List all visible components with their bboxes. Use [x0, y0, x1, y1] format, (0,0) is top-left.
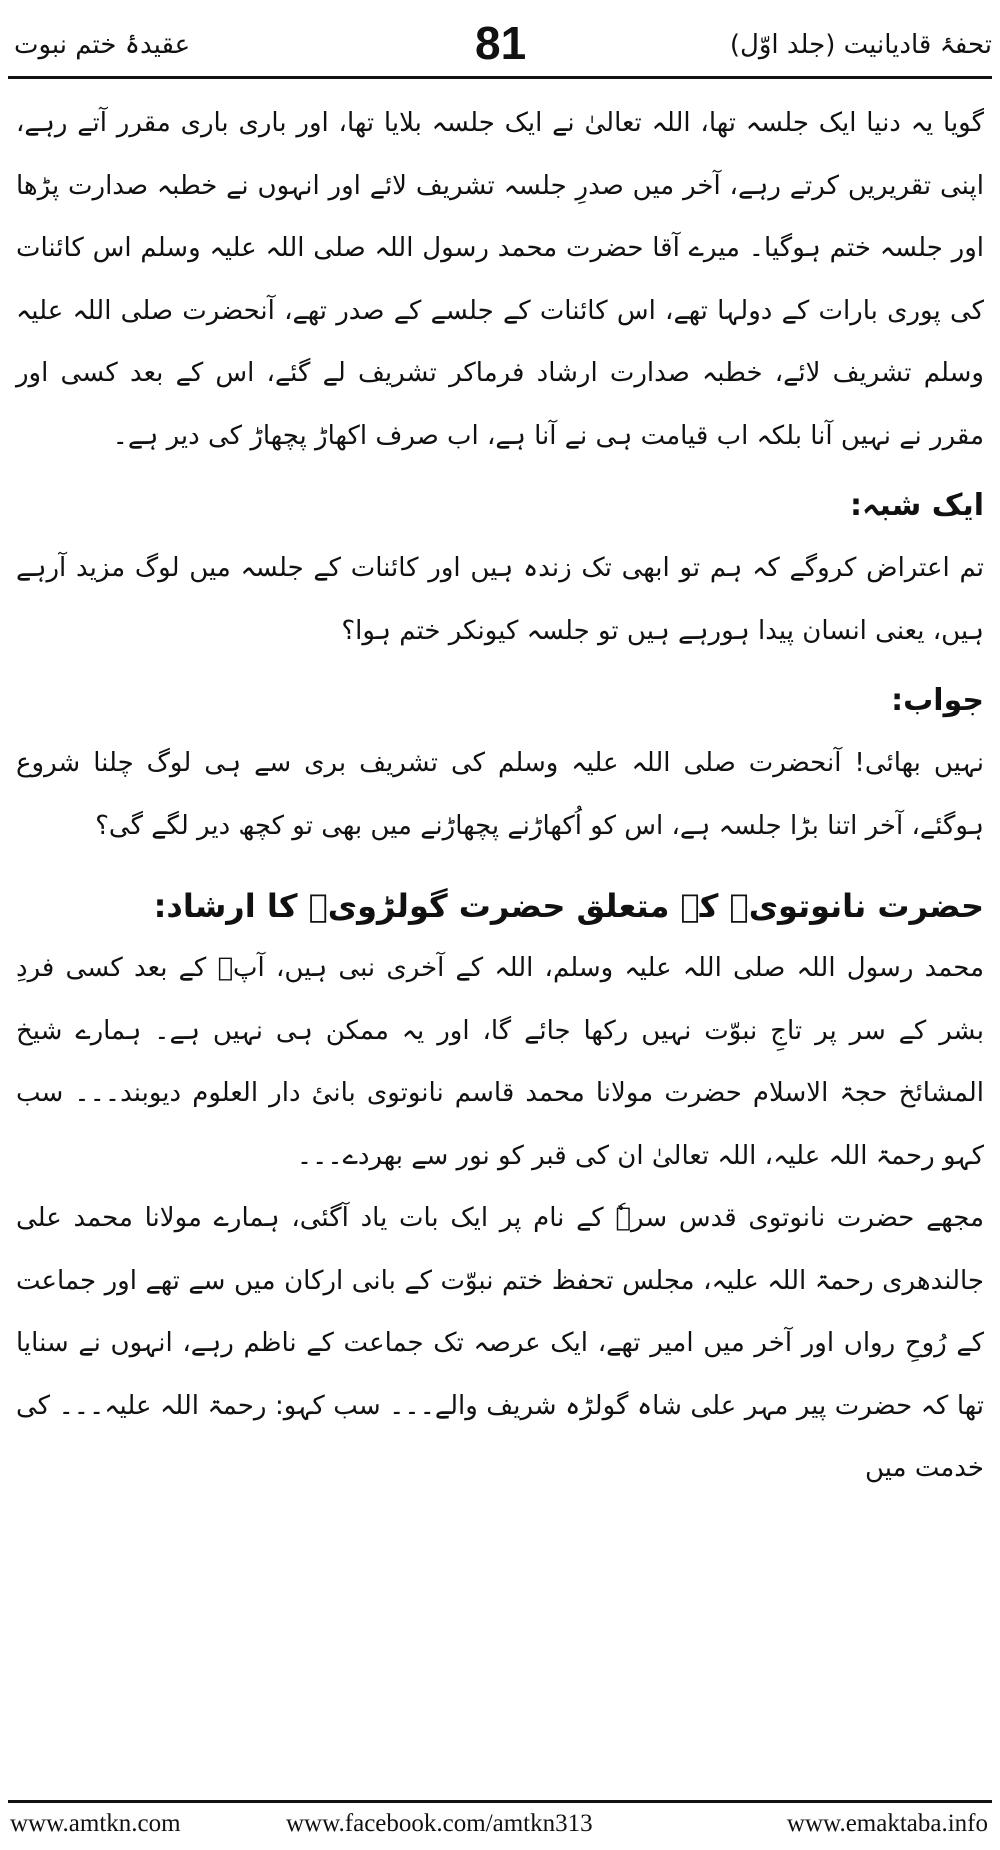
book-title: تحفۂ قادیانیت (جلد اوّل): [729, 30, 992, 60]
paragraph-3: نہیں بھائی! آنحضرت صلی اللہ علیہ وسلم کی تشریف بری سے ہی لوگ چلنا شروع ہوگئے، آخر اتنا بڑا جلسہ ہے، اس کو اُکھاڑنے پچھاڑنے میں بھی تو کچھ دیر لگے گی؟: [16, 748, 984, 841]
footer-link-emaktaba[interactable]: www.emaktaba.info: [786, 1810, 988, 1837]
section-title: عقیدۂ ختم نبوت: [14, 30, 191, 60]
paragraph-5: مجھے حضرت نانوتوی قدس سرہٗ کے نام پر ایک بات یاد آگئی، ہمارے مولانا محمد علی جالندھری رحمۃ اللہ علیہ، مجلس تحفظ ختم نبوّت کے بانی ارکان میں سے تھے اور جماعت کے رُوحِ رواں اور آخر میں امیر تھے، ایک عرصہ تک جماعت کے ناظم رہے، انہوں نے سنایا تھا کہ حضرت پیر مہر علی شاہ گولڑہ شریف والے۔۔۔ سب کہو: رحمۃ اللہ علیہ۔۔۔ کی خدمت میں: [16, 1203, 984, 1483]
paragraph-2: تم اعتراض کروگے کہ ہم تو ابھی تک زندہ ہیں اور کائنات کے جلسہ میں لوگ مزید آرہے ہیں، یعنی انسان پیدا ہورہے ہیں تو جلسہ کیونکر ختم ہوا؟: [16, 553, 984, 646]
footer-link-facebook[interactable]: www.facebook.com/amtkn313: [286, 1810, 593, 1837]
heading-nanotvi: حضرت نانوتویؒ کے متعلق حضرت گولڑویؒ کا ارشاد:: [153, 887, 984, 925]
heading-doubt: ایک شبہ:: [849, 488, 984, 523]
heading-answer: جواب:: [891, 683, 984, 718]
paragraph-1: گویا یہ دنیا ایک جلسہ تھا، اللہ تعالیٰ نے ایک جلسہ بلایا تھا، اور باری باری مقرر آتے رہے، اپنی تقریریں کرتے رہے، آخر میں صدرِ جلسہ تشریف لائے اور انہوں نے خطبہ صدارت پڑھا اور جلسہ ختم ہوگیا۔ میرے آقا حضرت محمد رسول اللہ صلی اللہ علیہ وسلم اس کائنات کی پوری بارات کے دولہا تھے، اس کائنات کے جلسے کے صدر تھے، آنحضرت صلی اللہ علیہ وسلم تشریف لائے، خطبہ صدارت ارشاد فرماکر تشریف لے گئے، اس کے بعد کسی اور مقرر نے نہیں آنا بلکہ اب قیامت ہی نے آنا ہے، اب صرف اکھاڑ پچھاڑ کی دیر ہے۔: [16, 108, 984, 451]
footer-link-amtkn[interactable]: www.amtkn.com: [10, 1810, 181, 1837]
paragraph-4: محمد رسول اللہ صلی اللہ علیہ وسلم، اللہ کے آخری نبی ہیں، آپؐ کے بعد کسی فردِ بشر کے سر پر تاجِ نبوّت نہیں رکھا جائے گا، اور یہ ممکن ہی نہیں ہے۔ ہمارے شیخ المشائخ حجۃ الاسلام حضرت مولانا محمد قاسم نانوتوی بانیٔ دار العلوم دیوبند۔۔۔ سب کہو رحمۃ اللہ علیہ، اللہ تعالیٰ ان کی قبر کو نور سے بھردے۔۔۔: [16, 953, 984, 1171]
footer-divider: [8, 1800, 992, 1803]
page-content: [16, 92, 984, 1500]
page-footer: [0, 1800, 1000, 1850]
page-number: 81: [475, 17, 527, 69]
page-header: [0, 0, 1000, 78]
header-divider: [8, 76, 992, 79]
